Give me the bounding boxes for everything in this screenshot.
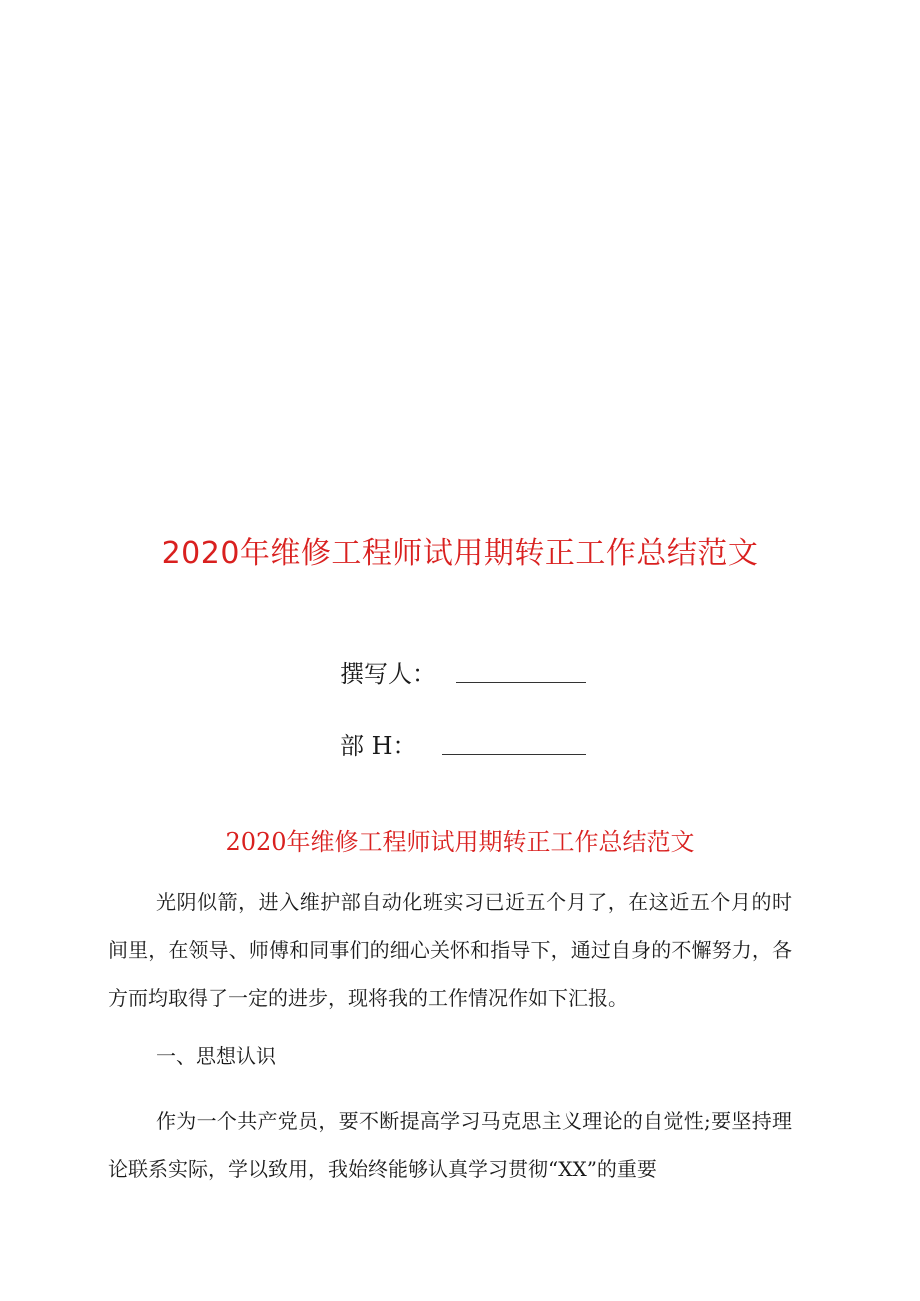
department-field (340, 726, 417, 760)
section-heading: 一、思想认识 (156, 1044, 276, 1068)
document-title: 2020年维修工程师试用期转正工作总结范文 (225, 828, 695, 856)
author-label: 撰写人： (340, 660, 436, 688)
department-blank-line (442, 754, 586, 755)
author-blank-line (456, 682, 586, 683)
author-field (340, 654, 436, 688)
paragraph-intro: 光阴似箭，进入维护部自动化班实习已近五个月了，在这近五个月的时间里，在领导、师傅和同事们的细心关怀和指导下，通过自身的不懈努力，各方而均取得了一定的进步，现将我的工作情况作如下汇报。 (108, 890, 792, 1010)
paragraph-ideology: 作为一个共产党员，要不断提高学习马克思主义理论的自觉性;要坚持理论联系实际，学以致用，我始终能够认真学习贯彻“XX”的重要 (108, 1109, 792, 1181)
cover-title: 2020年维修工程师试用期转正工作总结范文 (161, 536, 759, 571)
department-label: 部 H： (340, 732, 417, 760)
